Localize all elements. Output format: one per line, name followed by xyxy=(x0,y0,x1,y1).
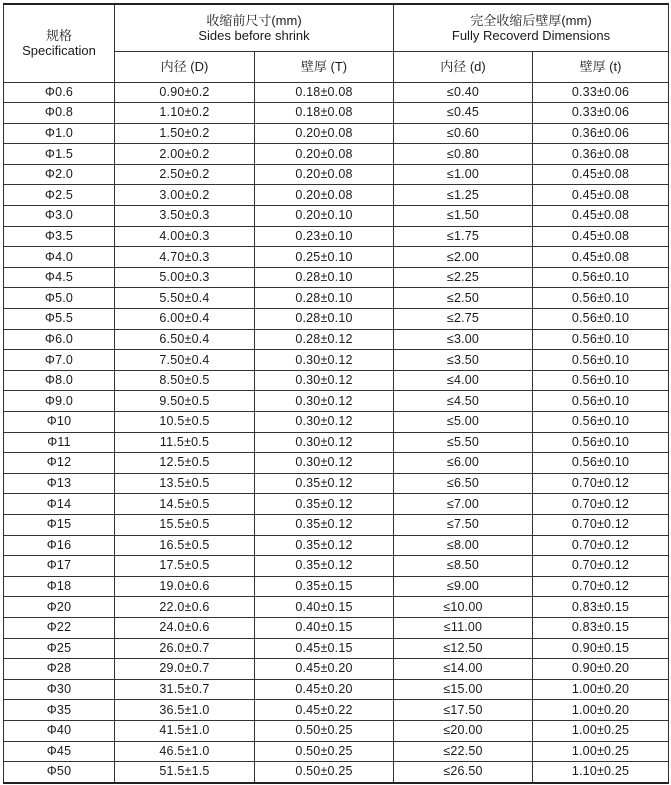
wall-thickness-before-cell: 0.20±0.08 xyxy=(255,123,394,144)
spec-cell: Φ45 xyxy=(4,741,115,762)
wall-thickness-after-cell: 0.45±0.08 xyxy=(533,185,669,206)
inner-diameter-after-cell: ≤2.25 xyxy=(394,267,533,288)
wall-thickness-before-cell: 0.20±0.08 xyxy=(255,144,394,165)
wall-thickness-before-cell: 0.28±0.10 xyxy=(255,267,394,288)
table-row xyxy=(4,638,669,659)
inner-diameter-after-cell: ≤9.00 xyxy=(394,576,533,597)
wall-thickness-before-cell: 0.40±0.15 xyxy=(255,617,394,638)
wall-thickness-after-cell: 0.70±0.12 xyxy=(533,494,669,515)
inner-diameter-before-cell: 13.5±0.5 xyxy=(115,473,255,494)
spec-cell: Φ1.5 xyxy=(4,144,115,165)
inner-diameter-before-cell: 5.00±0.3 xyxy=(115,267,255,288)
wall-thickness-after-cell: 0.70±0.12 xyxy=(533,514,669,535)
spec-cell: Φ15 xyxy=(4,514,115,535)
table-row xyxy=(4,597,669,618)
wall-thickness-before-cell: 0.45±0.22 xyxy=(255,700,394,721)
spec-cell: Φ7.0 xyxy=(4,350,115,371)
table-row xyxy=(4,103,669,124)
wall-thickness-after-cell: 0.33±0.06 xyxy=(533,82,669,103)
table-row xyxy=(4,412,669,433)
wall-thickness-after-header: 壁厚 (t) xyxy=(533,51,669,82)
inner-diameter-after-cell: ≤7.00 xyxy=(394,494,533,515)
inner-diameter-after-cell: ≤4.00 xyxy=(394,370,533,391)
wall-thickness-before-cell: 0.35±0.12 xyxy=(255,514,394,535)
spec-cell: Φ17 xyxy=(4,556,115,577)
wall-thickness-after-cell: 1.00±0.25 xyxy=(533,741,669,762)
inner-diameter-before-cell: 6.00±0.4 xyxy=(115,309,255,330)
table-row xyxy=(4,185,669,206)
table-row xyxy=(4,453,669,474)
table-row xyxy=(4,576,669,597)
wall-thickness-before-cell: 0.35±0.12 xyxy=(255,494,394,515)
spec-cell: Φ14 xyxy=(4,494,115,515)
table-row xyxy=(4,700,669,721)
inner-diameter-after-cell: ≤17.50 xyxy=(394,700,533,721)
inner-diameter-after-cell: ≤5.00 xyxy=(394,412,533,433)
inner-diameter-after-cell: ≤22.50 xyxy=(394,741,533,762)
inner-diameter-after-cell: ≤0.60 xyxy=(394,123,533,144)
inner-diameter-after-cell: ≤1.25 xyxy=(394,185,533,206)
after-shrink-header xyxy=(394,4,669,51)
wall-thickness-after-cell: 0.56±0.10 xyxy=(533,370,669,391)
table-row xyxy=(4,267,669,288)
inner-diameter-after-cell: ≤26.50 xyxy=(394,762,533,783)
inner-diameter-after-cell: ≤20.00 xyxy=(394,720,533,741)
spec-cell: Φ8.0 xyxy=(4,370,115,391)
wall-thickness-before-header: 壁厚 (T) xyxy=(255,51,394,82)
inner-diameter-before-cell: 4.00±0.3 xyxy=(115,226,255,247)
inner-diameter-before-cell: 22.0±0.6 xyxy=(115,597,255,618)
wall-thickness-after-cell: 0.56±0.10 xyxy=(533,309,669,330)
after-shrink-header-en: Fully Recoverd Dimensions xyxy=(451,27,611,43)
table-row xyxy=(4,226,669,247)
wall-thickness-before-cell: 0.30±0.12 xyxy=(255,391,394,412)
wall-thickness-after-cell: 0.90±0.15 xyxy=(533,638,669,659)
wall-thickness-before-cell: 0.23±0.10 xyxy=(255,226,394,247)
wall-thickness-before-cell: 0.18±0.08 xyxy=(255,103,394,124)
spec-cell: Φ10 xyxy=(4,412,115,433)
wall-thickness-before-cell: 0.25±0.10 xyxy=(255,247,394,268)
wall-thickness-after-cell: 0.56±0.10 xyxy=(533,288,669,309)
table-row xyxy=(4,144,669,165)
wall-thickness-after-cell: 0.70±0.12 xyxy=(533,535,669,556)
spec-header-en: Specification xyxy=(22,43,96,59)
spec-cell: Φ12 xyxy=(4,453,115,474)
spec-cell: Φ22 xyxy=(4,617,115,638)
spec-cell: Φ40 xyxy=(4,720,115,741)
wall-thickness-after-cell: 0.56±0.10 xyxy=(533,267,669,288)
table-row xyxy=(4,391,669,412)
wall-thickness-after-cell: 0.56±0.10 xyxy=(533,412,669,433)
wall-thickness-before-cell: 0.35±0.15 xyxy=(255,576,394,597)
inner-diameter-before-cell: 5.50±0.4 xyxy=(115,288,255,309)
table-row xyxy=(4,350,669,371)
table-row xyxy=(4,659,669,680)
table-row xyxy=(4,123,669,144)
inner-diameter-before-cell: 8.50±0.5 xyxy=(115,370,255,391)
wall-thickness-before-cell: 0.50±0.25 xyxy=(255,720,394,741)
spec-cell: Φ1.0 xyxy=(4,123,115,144)
spec-cell: Φ18 xyxy=(4,576,115,597)
wall-thickness-after-cell: 0.45±0.08 xyxy=(533,206,669,227)
table-row xyxy=(4,370,669,391)
wall-thickness-before-cell: 0.45±0.20 xyxy=(255,679,394,700)
spec-table-container xyxy=(3,3,668,784)
spec-cell: Φ2.5 xyxy=(4,185,115,206)
table-row xyxy=(4,309,669,330)
inner-diameter-after-cell: ≤0.80 xyxy=(394,144,533,165)
inner-diameter-after-cell: ≤11.00 xyxy=(394,617,533,638)
wall-thickness-after-cell: 0.45±0.08 xyxy=(533,164,669,185)
spec-table xyxy=(3,3,669,784)
wall-thickness-before-cell: 0.45±0.15 xyxy=(255,638,394,659)
wall-thickness-before-cell: 0.30±0.12 xyxy=(255,453,394,474)
inner-diameter-before-cell: 29.0±0.7 xyxy=(115,659,255,680)
inner-diameter-before-cell: 10.5±0.5 xyxy=(115,412,255,433)
inner-diameter-before-cell: 2.00±0.2 xyxy=(115,144,255,165)
wall-thickness-after-cell: 0.90±0.20 xyxy=(533,659,669,680)
wall-thickness-before-cell: 0.18±0.08 xyxy=(255,82,394,103)
table-row xyxy=(4,206,669,227)
table-row xyxy=(4,741,669,762)
inner-diameter-before-cell: 14.5±0.5 xyxy=(115,494,255,515)
before-shrink-header-en: Sides before shrink xyxy=(198,27,310,43)
inner-diameter-before-cell: 36.5±1.0 xyxy=(115,700,255,721)
wall-thickness-before-cell: 0.35±0.12 xyxy=(255,535,394,556)
spec-cell: Φ0.6 xyxy=(4,82,115,103)
after-shrink-header-cn: 完全收缩后壁厚(mm) xyxy=(470,12,592,28)
table-row xyxy=(4,473,669,494)
wall-thickness-before-cell: 0.20±0.10 xyxy=(255,206,394,227)
spec-cell: Φ5.5 xyxy=(4,309,115,330)
inner-diameter-after-cell: ≤1.50 xyxy=(394,206,533,227)
inner-diameter-before-cell: 12.5±0.5 xyxy=(115,453,255,474)
wall-thickness-after-cell: 0.70±0.12 xyxy=(533,576,669,597)
spec-cell: Φ30 xyxy=(4,679,115,700)
wall-thickness-before-cell: 0.20±0.08 xyxy=(255,185,394,206)
inner-diameter-before-cell: 9.50±0.5 xyxy=(115,391,255,412)
inner-diameter-before-cell: 17.5±0.5 xyxy=(115,556,255,577)
inner-diameter-after-cell: ≤3.50 xyxy=(394,350,533,371)
table-row xyxy=(4,556,669,577)
spec-cell: Φ2.0 xyxy=(4,164,115,185)
inner-diameter-before-cell: 41.5±1.0 xyxy=(115,720,255,741)
inner-diameter-before-cell: 26.0±0.7 xyxy=(115,638,255,659)
wall-thickness-before-cell: 0.50±0.25 xyxy=(255,762,394,783)
inner-diameter-after-cell: ≤5.50 xyxy=(394,432,533,453)
inner-diameter-after-cell: ≤6.50 xyxy=(394,473,533,494)
wall-thickness-before-cell: 0.28±0.12 xyxy=(255,329,394,350)
table-row xyxy=(4,679,669,700)
wall-thickness-after-cell: 0.33±0.06 xyxy=(533,103,669,124)
spec-cell: Φ3.0 xyxy=(4,206,115,227)
spec-cell: Φ25 xyxy=(4,638,115,659)
table-row xyxy=(4,494,669,515)
wall-thickness-after-cell: 0.56±0.10 xyxy=(533,329,669,350)
spec-cell: Φ0.8 xyxy=(4,103,115,124)
spec-header xyxy=(4,4,115,82)
before-shrink-header-cn: 收缩前尺寸(mm) xyxy=(206,12,302,28)
wall-thickness-after-cell: 0.70±0.12 xyxy=(533,473,669,494)
wall-thickness-before-cell: 0.40±0.15 xyxy=(255,597,394,618)
wall-thickness-before-cell: 0.35±0.12 xyxy=(255,473,394,494)
wall-thickness-after-cell: 0.36±0.06 xyxy=(533,123,669,144)
inner-diameter-before-cell: 3.00±0.2 xyxy=(115,185,255,206)
spec-header-cn: 规格 xyxy=(45,28,72,44)
inner-diameter-after-cell: ≤1.00 xyxy=(394,164,533,185)
inner-diameter-after-cell: ≤2.75 xyxy=(394,309,533,330)
wall-thickness-before-cell: 0.35±0.12 xyxy=(255,556,394,577)
inner-diameter-before-cell: 1.10±0.2 xyxy=(115,103,255,124)
wall-thickness-before-cell: 0.45±0.20 xyxy=(255,659,394,680)
inner-diameter-before-cell: 15.5±0.5 xyxy=(115,514,255,535)
table-row xyxy=(4,617,669,638)
spec-cell: Φ28 xyxy=(4,659,115,680)
spec-cell: Φ11 xyxy=(4,432,115,453)
spec-cell: Φ50 xyxy=(4,762,115,783)
header-row-top xyxy=(4,4,669,51)
wall-thickness-before-cell: 0.30±0.12 xyxy=(255,350,394,371)
inner-diameter-before-cell: 0.90±0.2 xyxy=(115,82,255,103)
inner-diameter-before-cell: 11.5±0.5 xyxy=(115,432,255,453)
table-row xyxy=(4,288,669,309)
table-row xyxy=(4,762,669,783)
inner-diameter-after-cell: ≤4.50 xyxy=(394,391,533,412)
table-row xyxy=(4,432,669,453)
inner-diameter-before-cell: 46.5±1.0 xyxy=(115,741,255,762)
wall-thickness-after-cell: 0.56±0.10 xyxy=(533,391,669,412)
wall-thickness-before-cell: 0.20±0.08 xyxy=(255,164,394,185)
wall-thickness-before-cell: 0.28±0.10 xyxy=(255,288,394,309)
table-row xyxy=(4,535,669,556)
inner-diameter-after-cell: ≤14.00 xyxy=(394,659,533,680)
inner-diameter-before-cell: 6.50±0.4 xyxy=(115,329,255,350)
wall-thickness-before-cell: 0.50±0.25 xyxy=(255,741,394,762)
spec-cell: Φ13 xyxy=(4,473,115,494)
spec-cell: Φ4.5 xyxy=(4,267,115,288)
inner-diameter-after-cell: ≤2.50 xyxy=(394,288,533,309)
inner-diameter-after-cell: ≤6.00 xyxy=(394,453,533,474)
wall-thickness-after-cell: 0.56±0.10 xyxy=(533,350,669,371)
wall-thickness-after-cell: 0.70±0.12 xyxy=(533,556,669,577)
spec-table-body xyxy=(4,82,669,783)
wall-thickness-after-cell: 1.00±0.25 xyxy=(533,720,669,741)
wall-thickness-before-cell: 0.30±0.12 xyxy=(255,412,394,433)
inner-diameter-after-cell: ≤8.50 xyxy=(394,556,533,577)
inner-diameter-after-cell: ≤15.00 xyxy=(394,679,533,700)
table-row xyxy=(4,514,669,535)
table-row xyxy=(4,247,669,268)
inner-diameter-after-cell: ≤7.50 xyxy=(394,514,533,535)
wall-thickness-after-cell: 0.83±0.15 xyxy=(533,617,669,638)
wall-thickness-after-cell: 1.00±0.20 xyxy=(533,700,669,721)
spec-cell: Φ16 xyxy=(4,535,115,556)
inner-diameter-after-cell: ≤0.45 xyxy=(394,103,533,124)
table-row xyxy=(4,164,669,185)
inner-diameter-after-cell: ≤3.00 xyxy=(394,329,533,350)
spec-cell: Φ3.5 xyxy=(4,226,115,247)
inner-diameter-before-cell: 16.5±0.5 xyxy=(115,535,255,556)
wall-thickness-after-cell: 1.10±0.25 xyxy=(533,762,669,783)
inner-diameter-after-cell: ≤8.00 xyxy=(394,535,533,556)
wall-thickness-after-cell: 0.45±0.08 xyxy=(533,247,669,268)
table-row xyxy=(4,329,669,350)
before-shrink-header xyxy=(115,4,394,51)
wall-thickness-before-cell: 0.30±0.12 xyxy=(255,432,394,453)
wall-thickness-after-cell: 0.56±0.10 xyxy=(533,453,669,474)
inner-diameter-after-cell: ≤2.00 xyxy=(394,247,533,268)
inner-diameter-after-cell: ≤1.75 xyxy=(394,226,533,247)
table-row xyxy=(4,82,669,103)
inner-diameter-before-cell: 51.5±1.5 xyxy=(115,762,255,783)
inner-diameter-after-cell: ≤12.50 xyxy=(394,638,533,659)
spec-cell: Φ9.0 xyxy=(4,391,115,412)
inner-diameter-before-cell: 31.5±0.7 xyxy=(115,679,255,700)
inner-diameter-after-cell: ≤10.00 xyxy=(394,597,533,618)
inner-diameter-after-cell: ≤0.40 xyxy=(394,82,533,103)
inner-diameter-before-cell: 19.0±0.6 xyxy=(115,576,255,597)
wall-thickness-before-cell: 0.30±0.12 xyxy=(255,370,394,391)
wall-thickness-after-cell: 1.00±0.20 xyxy=(533,679,669,700)
table-row xyxy=(4,720,669,741)
wall-thickness-after-cell: 0.45±0.08 xyxy=(533,226,669,247)
inner-diameter-before-cell: 24.0±0.6 xyxy=(115,617,255,638)
wall-thickness-before-cell: 0.28±0.10 xyxy=(255,309,394,330)
inner-diameter-before-cell: 1.50±0.2 xyxy=(115,123,255,144)
inner-diameter-before-cell: 4.70±0.3 xyxy=(115,247,255,268)
spec-cell: Φ4.0 xyxy=(4,247,115,268)
spec-cell: Φ35 xyxy=(4,700,115,721)
wall-thickness-after-cell: 0.56±0.10 xyxy=(533,432,669,453)
spec-cell: Φ5.0 xyxy=(4,288,115,309)
inner-diameter-before-cell: 7.50±0.4 xyxy=(115,350,255,371)
inner-diameter-before-header: 内径 (D) xyxy=(115,51,255,82)
inner-diameter-after-header: 内径 (d) xyxy=(394,51,533,82)
spec-cell: Φ20 xyxy=(4,597,115,618)
wall-thickness-after-cell: 0.83±0.15 xyxy=(533,597,669,618)
wall-thickness-after-cell: 0.36±0.08 xyxy=(533,144,669,165)
inner-diameter-before-cell: 2.50±0.2 xyxy=(115,164,255,185)
spec-cell: Φ6.0 xyxy=(4,329,115,350)
inner-diameter-before-cell: 3.50±0.3 xyxy=(115,206,255,227)
